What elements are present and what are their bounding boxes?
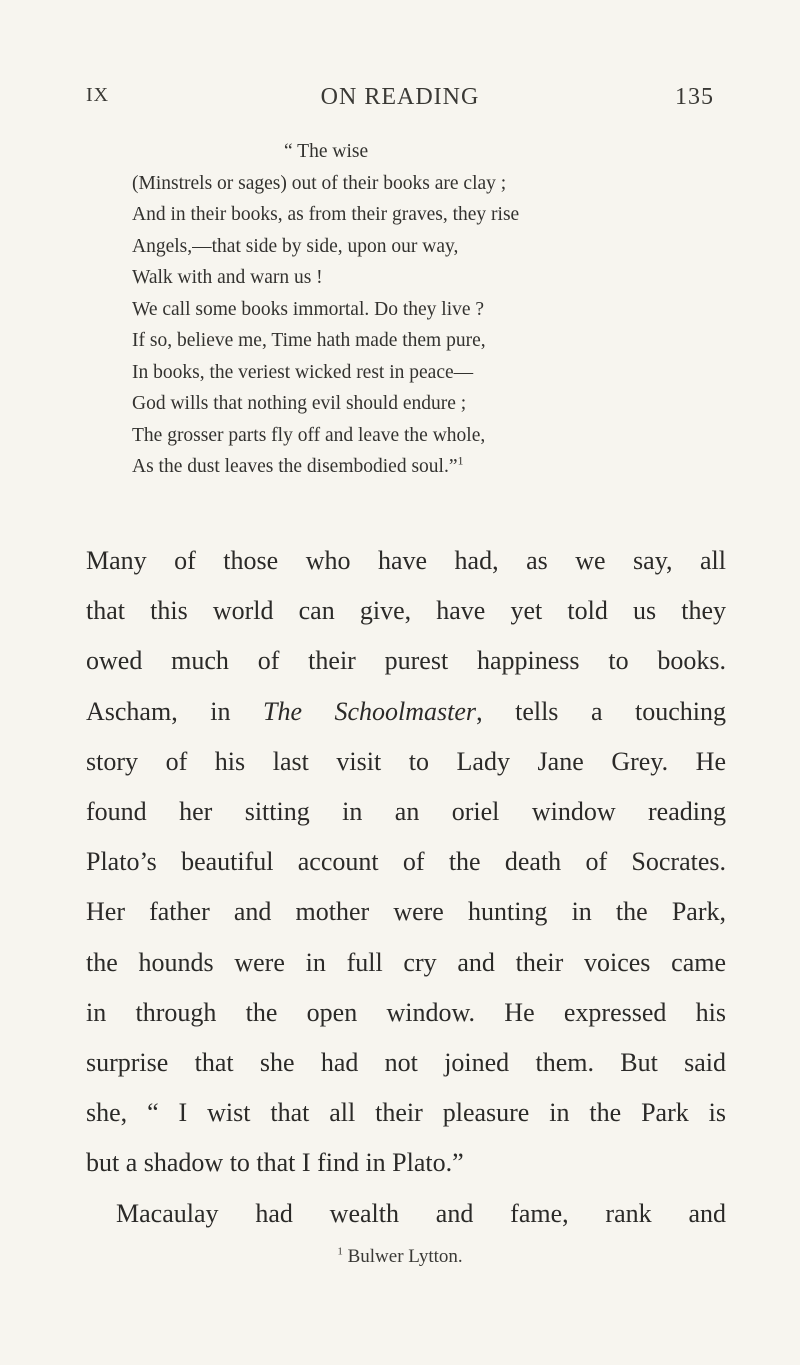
poem-line: If so, believe me, Time hath made them pure, (132, 330, 486, 351)
poem-line: In books, the veriest wicked rest in peace— (132, 361, 474, 383)
body-line: surprise that she had not joined them. But said (86, 1048, 726, 1078)
running-title: ON READING (320, 84, 480, 110)
body-line: but a shadow to that I find in Plato.” (86, 1148, 464, 1178)
body-line: she, “ I wist that all their pleasure in the Park is (86, 1098, 726, 1128)
poem-line: “ The wise (284, 141, 369, 162)
body-line: in through the open window. He expressed his (86, 997, 726, 1027)
poem-line: And in their books, as from their graves, they rise (132, 204, 520, 225)
body-line: Macaulay had wealth and fame, rank and (116, 1198, 726, 1228)
poem-line: We call some books immortal. Do they live ? (132, 298, 485, 320)
poem-line-text: As the dust leaves the disembodied soul.” (132, 456, 458, 477)
body-line: the hounds were in full cry and their voices came (86, 947, 726, 977)
poem-line: Angels,—that side by side, upon our way, (132, 235, 459, 257)
poem-line: God wills that nothing evil should endure ; (132, 393, 467, 414)
body-line: Her father and mother were hunting in the Park, (86, 897, 726, 927)
body-text-segment: , tells a touching (476, 696, 727, 726)
body-line: that this world can give, have yet told us they (86, 596, 726, 626)
page-number: 135 (675, 84, 714, 110)
footnote (0, 1246, 800, 1268)
footnote-reference: 1 (457, 453, 464, 468)
chapter-number: IX (86, 84, 110, 106)
footnote-text: Bulwer Lytton. (347, 1246, 463, 1267)
body-line: Plato’s beautiful account of the death of Socrates. (86, 847, 726, 877)
footnote-marker: 1 (337, 1245, 343, 1258)
body-line: found her sitting in an oriel window reading (86, 797, 726, 827)
poem-line: (Minstrels or sages) out of their books are clay ; (132, 172, 507, 194)
running-header (86, 84, 714, 114)
poem-line: Walk with and warn us ! (132, 267, 323, 288)
body-line-with-title (86, 687, 726, 737)
body-paragraphs (86, 536, 726, 1239)
body-line: owed much of their purest happiness to books. (86, 646, 726, 676)
poem-line-last (132, 451, 752, 483)
poem-quotation (132, 136, 752, 483)
body-text-segment: Ascham, in (86, 696, 231, 726)
book-title: The Schoolmaster (262, 696, 477, 726)
body-line: story of his last visit to Lady Jane Grey. He (86, 746, 726, 776)
poem-line: The grosser parts fly off and leave the whole, (132, 424, 486, 446)
body-line: Many of those who have had, as we say, all (86, 546, 726, 575)
